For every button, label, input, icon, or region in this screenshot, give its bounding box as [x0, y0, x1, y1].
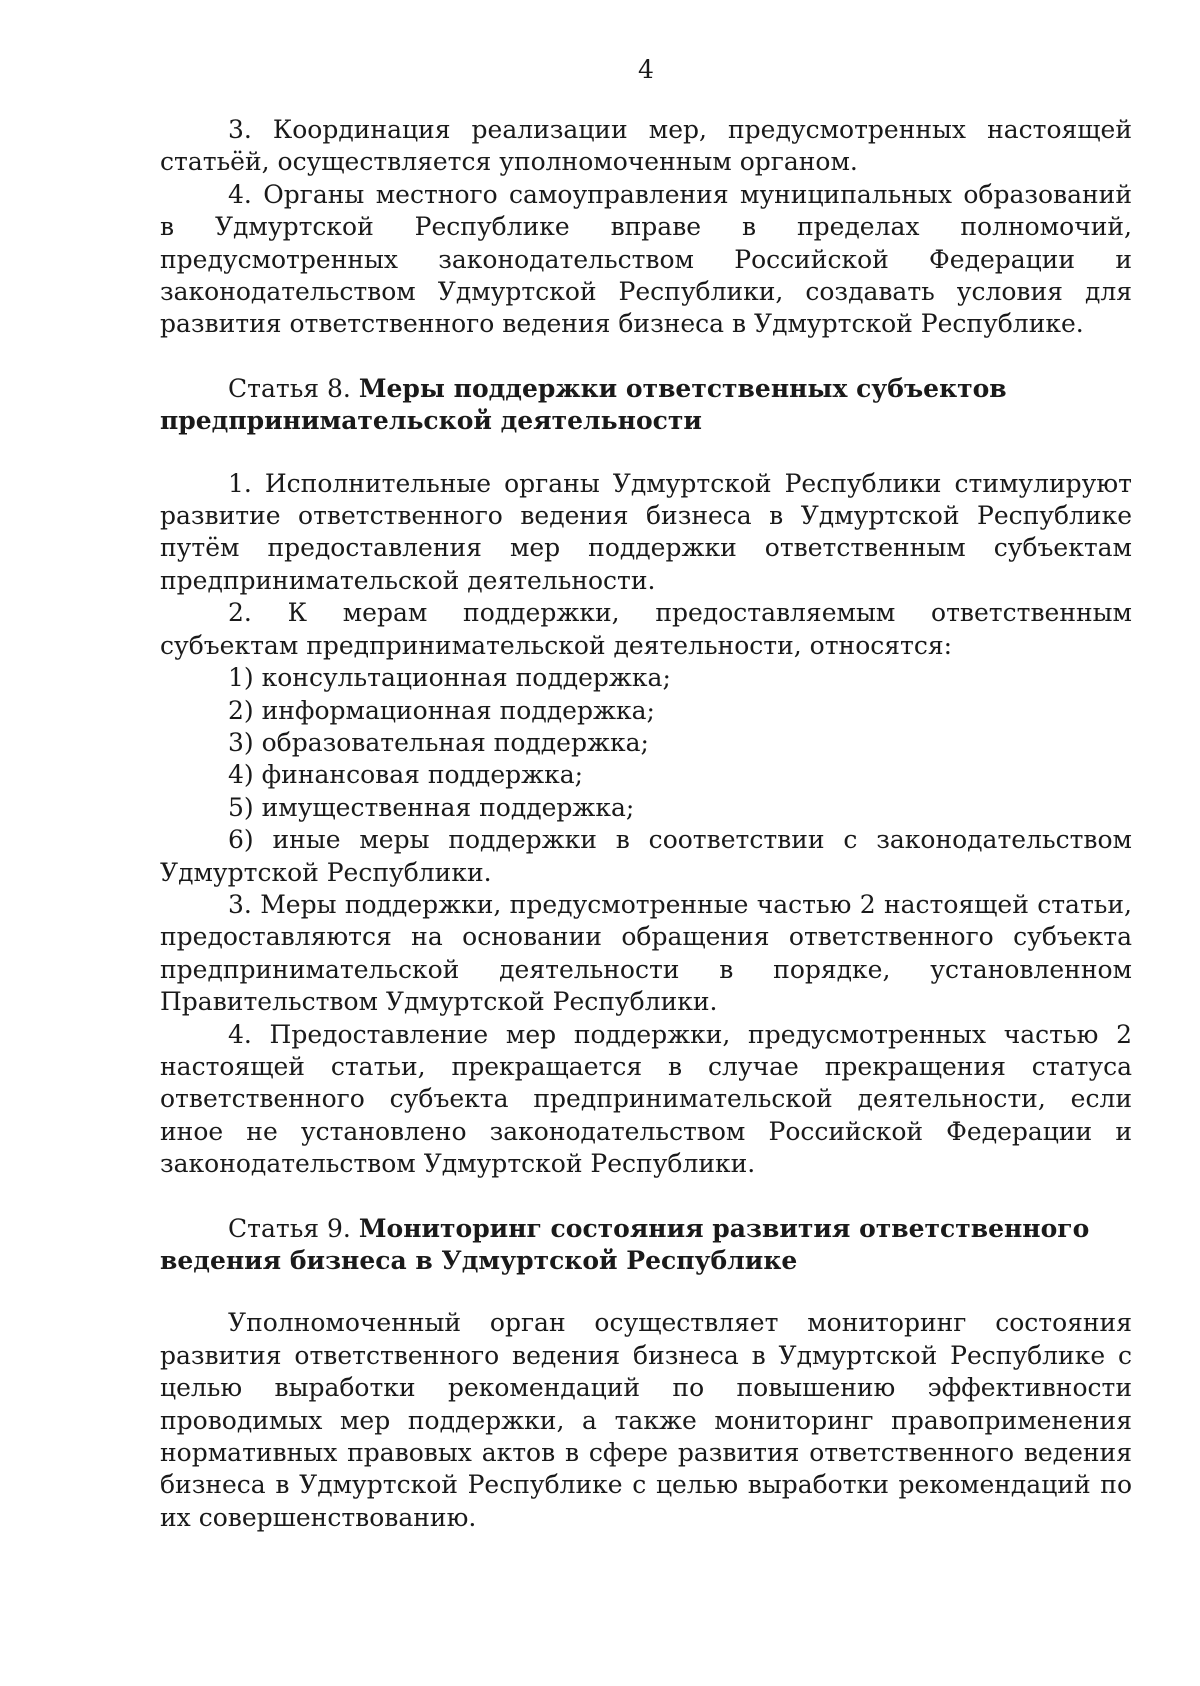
list-item: 4) финансовая поддержка;: [228, 760, 584, 790]
paragraph-art8-part3: 3. Меры поддержки, предусмотренные частью 2 настоящей статьи, предоставляются на основании обращения ответственного субъекта предпринимательской деятельности в порядке, установленном Правительством Удмуртской Республики.: [160, 889, 1132, 1017]
article-8-title: Меры поддержки ответственных субъектов предпринимательской деятельности: [160, 373, 1007, 436]
article-8-heading: [160, 373, 1132, 438]
list-item: 5) имущественная поддержка;: [228, 792, 635, 822]
paragraph-art9: Уполномоченный орган осуществляет мониторинг состояния развития ответственного ведения бизнеса в Удмуртской Республике с целью выработки рекомендаций по повышению эффективности проводимых мер поддержки, а также мониторинг правоприменения нормативных правовых актов в сфере развития ответственного ведения бизнеса в Удмуртской Республике с целью выработки рекомендаций по их совершенствованию.: [160, 1308, 1132, 1532]
list-item: 1) консультационная поддержка;: [228, 663, 671, 693]
list-item: 3) образовательная поддержка;: [228, 727, 649, 757]
article-9-title: Мониторинг состояния развития ответственного ведения бизнеса в Удмуртской Республике: [160, 1213, 1090, 1275]
paragraph-art7-part3: 3. Координация реализации мер, предусмотренных настоящей статьёй, осуществляется уполномоченным органом.: [160, 115, 1132, 177]
article-9-heading: [160, 1213, 1132, 1278]
paragraph-art7-part4: 4. Органы местного самоуправления муниципальных образований в Удмуртской Республике вправе в пределах полномочий, предусмотренных законодательством Российской Федерации и законодательством Удмуртской Республики, создавать условия для развития ответственного ведения бизнеса в Удмуртской Республике.: [160, 179, 1132, 339]
page-number: 4: [638, 55, 654, 84]
paragraph-art8-part2: 2. К мерам поддержки, предоставляемым ответственным субъектам предпринимательской деятельности, относятся:: [160, 598, 1132, 660]
article-8-number: Статья 8.: [228, 373, 351, 403]
list-item: 2) информационная поддержка;: [228, 695, 655, 725]
paragraph-art8-part4: 4. Предоставление мер поддержки, предусмотренных частью 2 настоящей статьи, прекращается в случае прекращения статуса ответственного субъекта предпринимательской деятельности, если иное не установлено законодательством Российской Федерации и законодательством Удмуртской Республики.: [160, 1019, 1132, 1179]
list-item: 6) иные меры поддержки в соответствии с законодательством Удмуртской Республики.: [160, 825, 1132, 887]
paragraph-art8-part1: 1. Исполнительные органы Удмуртской Республики стимулируют развитие ответственного ведения бизнеса в Удмуртской Республике путём предоставления мер поддержки ответственным субъектам предпринимательской деятельности.: [160, 468, 1132, 595]
document-body: [160, 114, 1132, 1534]
article-9-number: Статья 9.: [228, 1213, 351, 1243]
